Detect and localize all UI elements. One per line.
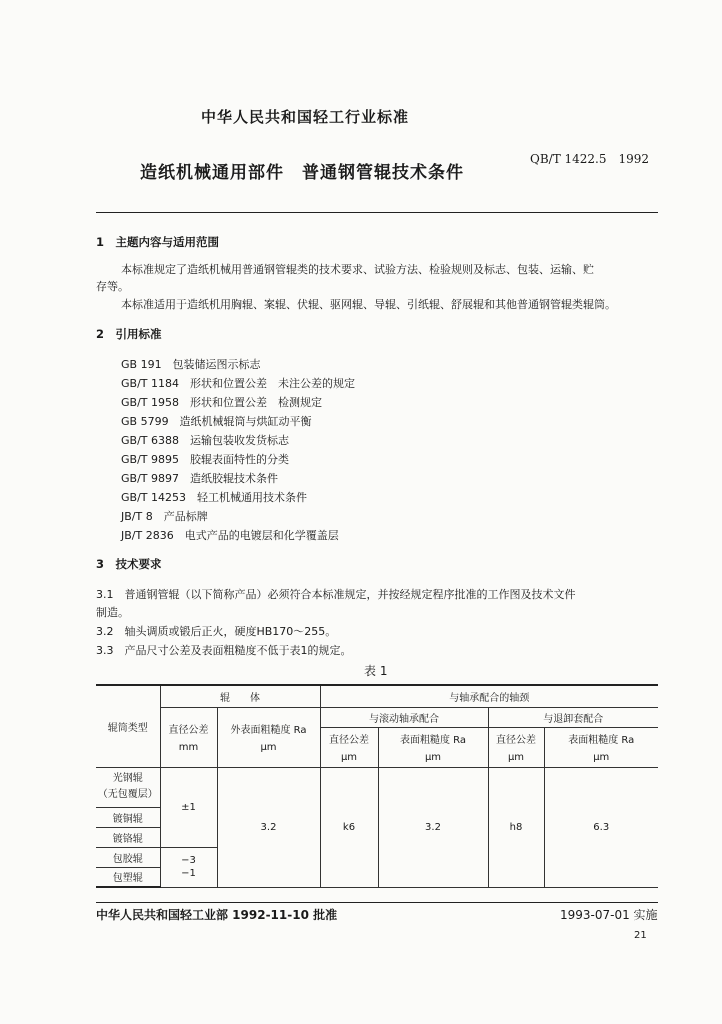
item-3-2: 3.2 轴头调质或锻后正火，硬度HB170～255。 xyxy=(96,625,337,638)
group-bearing-journal: 与轴承配合的轴颈 xyxy=(320,685,658,707)
page-number: 21 xyxy=(634,930,647,941)
ref-item: GB/T 14253 轻工机械通用技术条件 xyxy=(121,491,307,504)
ref-item: GB/T 9897 造纸胶辊技术条件 xyxy=(121,472,278,485)
section-1-para2: 本标准适用于造纸机用胸辊、案辊、伏辊、驱网辊、导辊、引纸辊、舒展辊和其他普通钢管辊类辊筒。 xyxy=(121,298,616,311)
section-2-heading: 2 引用标准 xyxy=(96,327,162,341)
ref-item: GB/T 6388 运输包装收发货标志 xyxy=(121,434,289,447)
col-roll-type: 辊筒类型 xyxy=(96,685,160,767)
cell-tol-pm: ±1 xyxy=(160,767,217,847)
section-1-para1-line2: 存等。 xyxy=(96,280,129,293)
header-sleeve-diam-tol: 直径公差 μm xyxy=(488,727,544,767)
approval-note: 中华人民共和国轻工业部 1992-11-10 批准 xyxy=(96,908,338,922)
document-title: 造纸机械通用部件 普通钢管辊技术条件 xyxy=(140,163,464,183)
cell-h8: h8 xyxy=(488,767,544,887)
header-rule xyxy=(96,212,658,213)
section-3-heading: 3 技术要求 xyxy=(96,557,162,571)
footer-rule xyxy=(96,902,658,903)
ref-item: GB/T 1184 形状和位置公差 未注公差的规定 xyxy=(121,377,355,390)
ref-item: JB/T 2836 电式产品的电镀层和化学覆盖层 xyxy=(121,529,339,542)
standard-code: QB/T 1422.5 1992 xyxy=(530,152,650,166)
table-row-type: 包塑辊 xyxy=(96,867,160,887)
cell-tol-neg: −3 −1 xyxy=(160,847,217,887)
section-1-para1-line1: 本标准规定了造纸机械用普通钢管辊类的技术要求、试验方法、检验规则及标志、包装、运输、贮 xyxy=(121,263,594,276)
header-outer-roughness: 外表面粗糙度 Ra μm xyxy=(217,707,320,767)
table-row-type: 镀铬辊 xyxy=(96,827,160,847)
item-3-1-line1: 3.1 普通钢管辊（以下简称产品）必须符合本标准规定，并按经规定程序批准的工作图及技术文件 xyxy=(96,588,576,601)
implementation-date: 1993-07-01 实施 xyxy=(560,908,658,922)
cell-ra-sleeve: 6.3 xyxy=(544,767,658,887)
table-1-title: 表 1 xyxy=(364,664,388,678)
header-rolling-roughness: 表面粗糙度 Ra μm xyxy=(378,727,488,767)
group-withdrawal-sleeve: 与退卸套配合 xyxy=(488,707,658,727)
cell-ra-rolling: 3.2 xyxy=(378,767,488,887)
standard-org-title: 中华人民共和国轻工行业标准 xyxy=(201,108,410,126)
cell-k6: k6 xyxy=(320,767,378,887)
header-rolling-diam-tol: 直径公差 μm xyxy=(320,727,378,767)
group-roll-body: 辊 体 xyxy=(160,685,320,707)
table-row-type: 包胶辊 xyxy=(96,847,160,867)
ref-item: JB/T 8 产品标牌 xyxy=(121,510,208,523)
header-diam-tol: 直径公差 mm xyxy=(160,707,217,767)
item-3-1-line2: 制造。 xyxy=(96,606,129,619)
ref-item: GB/T 9895 胶辊表面特性的分类 xyxy=(121,453,289,466)
item-3-3: 3.3 产品尺寸公差及表面粗糙度不低于表1的规定。 xyxy=(96,644,352,657)
table-row-type: 镀铜辊 xyxy=(96,807,160,827)
group-rolling-bearing: 与滚动轴承配合 xyxy=(320,707,488,727)
ref-item: GB 191 包装储运图示标志 xyxy=(121,358,261,371)
table-row-type: 光钢辊 （无包覆层） xyxy=(96,767,160,807)
section-1-heading: 1 主题内容与适用范围 xyxy=(96,235,220,249)
header-sleeve-roughness: 表面粗糙度 Ra μm xyxy=(544,727,658,767)
ref-item: GB/T 1958 形状和位置公差 检测规定 xyxy=(121,396,322,409)
table-1 xyxy=(96,684,658,888)
ref-item: GB 5799 造纸机械辊筒与烘缸动平衡 xyxy=(121,415,312,428)
cell-ra-body: 3.2 xyxy=(217,767,320,887)
